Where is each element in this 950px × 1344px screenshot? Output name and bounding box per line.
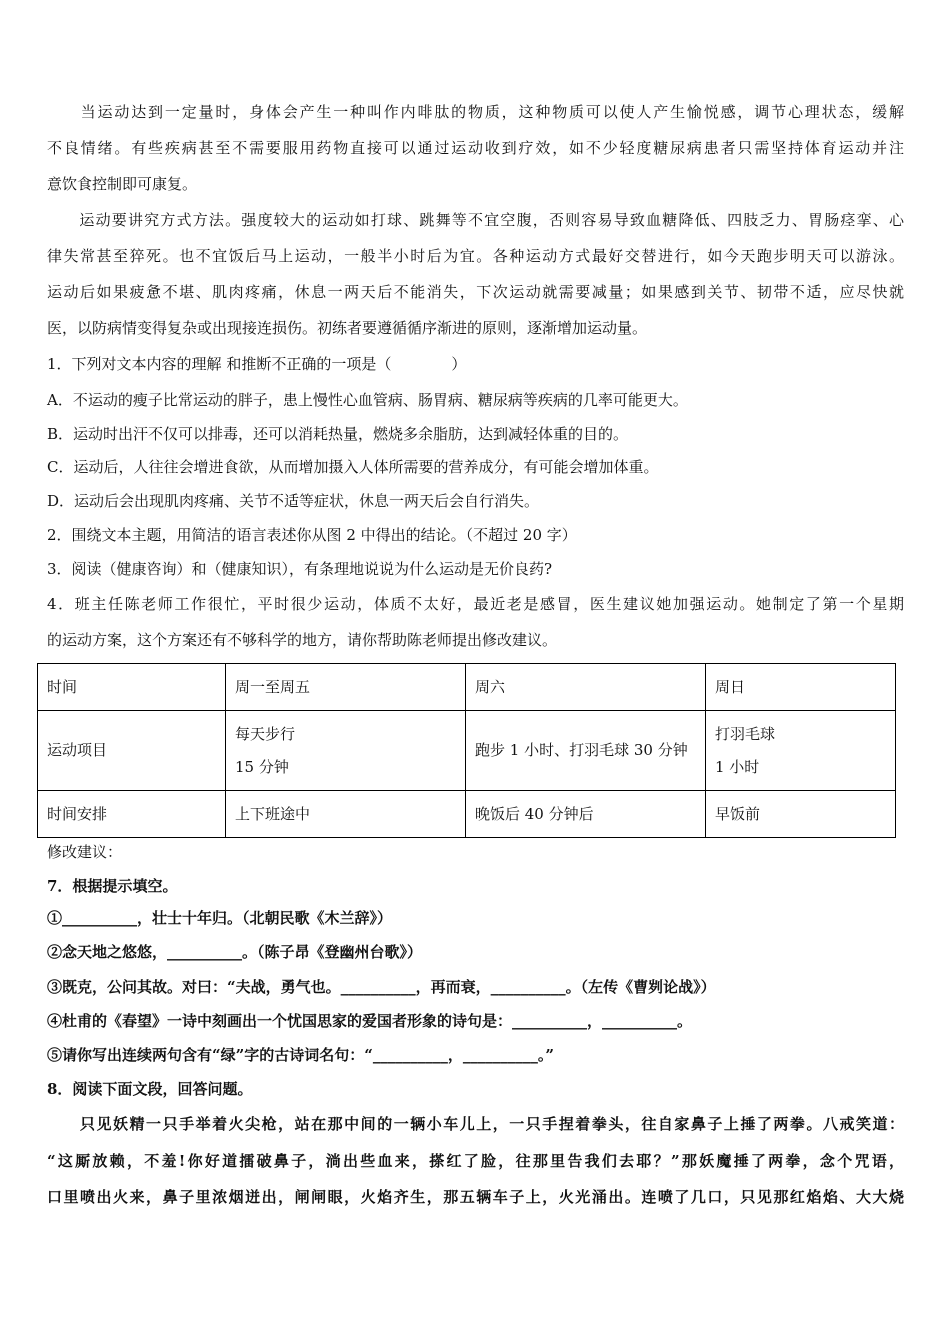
option-c: C．运动后，人往往会增进食欲，从而增加摄入人体所需要的营养成分，有可能会增加体重。	[47, 458, 659, 476]
passage-line: 意饮食控制即可康复。	[47, 175, 198, 193]
passage-line: 当运动达到一定量时，身体会产生一种叫作内啡肽的物质，这种物质可以使人产生愉悦感，调节心理状态，缓解	[47, 103, 904, 121]
question-4: 4．班主任陈老师工作很忙，平时很少运动，体质不太好，最近老是感冒，医生建议她加强运动。她制定了第一个星期	[47, 595, 904, 613]
table-header: 周六	[466, 664, 706, 711]
table-header: 周一至周五	[226, 664, 466, 711]
passage-line: 运动要讲究方式方法。强度较大的运动如打球、跳舞等不宜空腹，否则容易导致血糖降低、四肢乏力、胃肠痉挛、心	[47, 211, 904, 229]
suggestion-label: 修改建议：	[47, 843, 123, 861]
table-cell: 运动项目	[38, 711, 226, 791]
table-cell: 跑步 1 小时、打羽毛球 30 分钟	[466, 711, 706, 791]
passage2-line: 只见妖精一只手举着火尖枪，站在那中间的一辆小车儿上，一只手捏着拳头，往自家鼻子上捶了两拳。八戒笑道：	[47, 1115, 904, 1133]
question-4-cont: 的运动方案，这个方案还有不够科学的地方，请你帮助陈老师提出修改建议。	[47, 631, 558, 649]
option-b: B．运动时出汗不仅可以排毒，还可以消耗热量，燃烧多余脂肪，达到减轻体重的目的。	[47, 425, 629, 443]
passage-line: 医，以防病情变得复杂或出现接连损伤。初练者要遵循循序渐进的原则，逐渐增加运动量。	[47, 319, 648, 337]
exercise-plan-table	[37, 663, 896, 838]
question-7: 7．根据提示填空。	[47, 877, 178, 895]
passage2-line: 口里喷出火来，鼻子里浓烟迸出，闸闸眼，火焰齐生，那五辆车子上，火光涌出。连喷了几口，只见那红焰焰、大大烧	[47, 1188, 904, 1206]
passage2-line: “这厮放赖，不羞!你好道擂破鼻子，淌出些血来，搽红了脸，往那里告我们去耶？”那妖魔捶了两拳，念个咒语，	[47, 1152, 904, 1170]
table-header: 时间	[38, 664, 226, 711]
fill-blank-1: ①__________，壮士十年归。（北朝民歌《木兰辞》）	[47, 909, 393, 927]
question-3: 3．阅读（健康咨询）和（健康知识），有条理地说说为什么运动是无价良药?	[47, 560, 553, 578]
table-cell: 晚饭后 40 分钟后	[466, 791, 706, 838]
table-cell: 每天步行 15 分钟	[226, 711, 466, 791]
question-8: 8．阅读下面文段，回答问题。	[47, 1080, 253, 1098]
passage-line: 律失常甚至猝死。也不宜饭后马上运动，一般半小时后为宜。各种运动方式最好交替进行，如今天跑步明天可以游泳。	[47, 247, 904, 265]
table-cell: 时间安排	[38, 791, 226, 838]
question-2: 2．围绕文本主题，用简洁的语言表述你从图 2 中得出的结论。（不超过 20 字）	[47, 526, 577, 544]
fill-blank-3: ③既克，公问其故。对曰：“夫战，勇气也。__________，再而衰，__________。（左传《曹刿论战》）	[47, 978, 716, 996]
option-d: D．运动后会出现肌肉疼痛、关节不适等症状，休息一两天后会自行消失。	[47, 492, 540, 510]
table-cell: 上下班途中	[226, 791, 466, 838]
passage-line: 运动后如果疲惫不堪、肌肉疼痛，休息一两天后不能消失，下次运动就需要减量；如果感到关节、韧带不适，应尽快就	[47, 283, 904, 301]
fill-blank-2: ②念天地之悠悠，__________。（陈子昂《登幽州台歌》）	[47, 943, 423, 961]
table-cell: 打羽毛球 1 小时	[706, 711, 896, 791]
option-a: A．不运动的瘦子比常运动的胖子，患上慢性心血管病、肠胃病、糖尿病等疾病的几率可能更大。	[47, 391, 688, 409]
table-header: 周日	[706, 664, 896, 711]
question-1: 1．下列对文本内容的理解 和推断不正确的一项是（ ）	[47, 355, 467, 373]
fill-blank-4: ④杜甫的《春望》一诗中刻画出一个忧国思家的爱国者形象的诗句是：__________，__________。	[47, 1012, 693, 1030]
fill-blank-5: ⑤请你写出连续两句含有“绿”字的古诗词名句：“__________，__________。”	[47, 1046, 555, 1064]
table-cell: 早饭前	[706, 791, 896, 838]
passage-line: 不良情绪。有些疾病甚至不需要服用药物直接可以通过运动收到疗效，如不少轻度糖尿病患者只需坚持体育运动并注	[47, 139, 904, 157]
